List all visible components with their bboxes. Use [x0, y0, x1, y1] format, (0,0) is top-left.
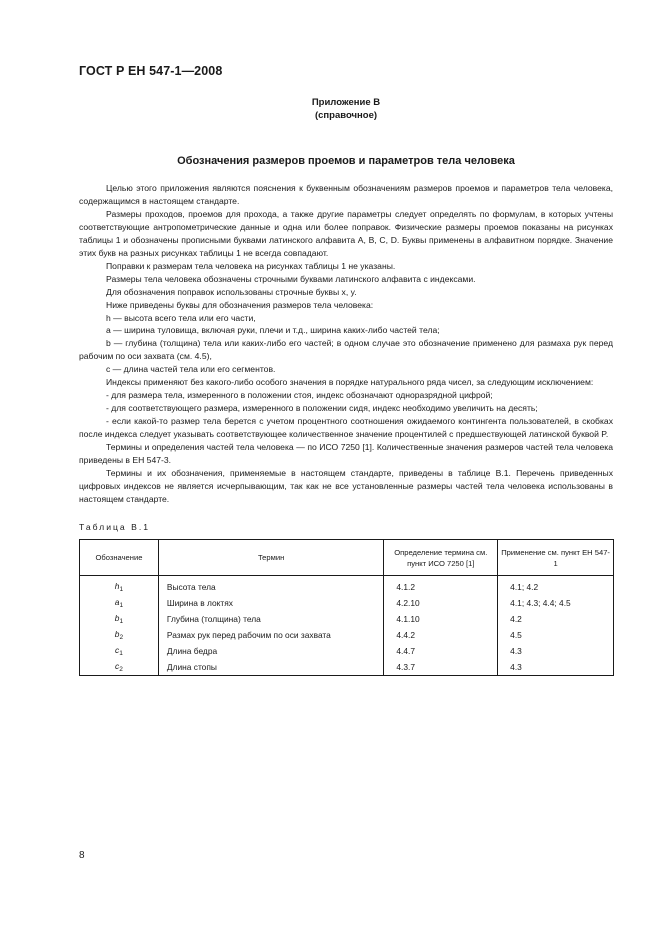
definition-cell: 4.3.7 [384, 659, 498, 676]
symbol-cell [80, 643, 159, 659]
paragraph: Ниже приведены буквы для обозначения размеров тела человека: [106, 299, 374, 310]
symbol-cell [80, 611, 159, 627]
term-cell: Длина стопы [158, 659, 383, 676]
annex-kind: (справочное) [314, 110, 378, 121]
table-row [80, 595, 614, 611]
paragraph: Размеры тела человека обозначены строчными буквами латинского алфавита с индексами. [106, 273, 476, 284]
paragraph: Для обозначения поправок использованы строчные буквы x, y. [106, 286, 357, 297]
paragraph: a — ширина туловища, включая руки, плечи и т.д., ширина каких-либо частей тела; [106, 325, 440, 336]
symbol-letter: b [114, 629, 120, 639]
symbol-index: 1 [119, 602, 124, 609]
application-cell: 4.1; 4.3; 4.4; 4.5 [498, 595, 614, 611]
table-row [80, 611, 614, 627]
term-cell: Размах рук перед рабочим по оси захвата [158, 627, 383, 643]
symbol-cell [80, 595, 159, 611]
symbol-letter: c [115, 661, 120, 671]
term-cell: Высота тела [158, 576, 383, 596]
term-cell: Ширина в локтях [158, 595, 383, 611]
table-row [80, 643, 614, 659]
annex-label: Приложение В [311, 97, 381, 108]
definition-cell: 4.1.10 [384, 611, 498, 627]
application-cell: 4.2 [498, 611, 614, 627]
table-caption: Таблица В.1 [79, 522, 150, 532]
symbol-index: 1 [119, 586, 124, 593]
symbol-letter: c [115, 645, 120, 655]
paragraph: Термины и определения частей тела человека — по ИСО 7250 [1]. Количественные значения размеров частей тела человека приведены в ЕН 547-3. [79, 442, 613, 466]
paragraph: - для соответствующего размера, измеренного в положении сидя, индекс необходимо увеличить на десять; [106, 403, 538, 414]
definition-cell: 4.1.2 [384, 576, 498, 596]
paragraph: - для размера тела, измеренного в положении стоя, индекс обозначают одноразрядной цифрой; [106, 390, 493, 401]
symbol-cell [80, 627, 159, 643]
paragraph: Целью этого приложения являются пояснения к буквенным обозначениям размеров проемов и параметров тела человека, содержащимся в настоящем стандарте. [79, 183, 613, 206]
column-header: Применение см. пункт ЕН 547-1 [498, 540, 614, 576]
symbol-letter: b [114, 613, 120, 623]
annex-heading [79, 96, 613, 122]
table-row [80, 576, 614, 596]
column-header: Определение термина см. пункт ИСО 7250 [1] [384, 540, 498, 576]
symbol-index: 1 [119, 650, 123, 657]
paragraph: Размеры проходов, проемов для прохода, а также другие параметры следует определять по формулам, в которых учтены соответствующие антропометрические данные и одна или более поправок. Физические размеры проемов показаны на рисунках таблицы 1 и обозначены прописными буквами латинского алфавита A, B, C, D. Буквы применены в алфавитном порядке. Значение этих букв на разных рисунках таблицы 1 не всегда совпадают. [79, 208, 613, 258]
definition-cell: 4.2.10 [384, 595, 498, 611]
paragraph: Индексы применяют без какого-либо особого значения в порядке натурального ряда чисел, за следующим исключением: [106, 377, 594, 388]
paragraph: - если какой-то размер тела берется с учетом процентного соотношения ожидаемого контингента пользователей, в скобках после индекса следует указывать соответствующее количественное значение процентилей с предшествующей латинской буквой P. [79, 416, 613, 440]
body-text [79, 182, 613, 506]
column-header: Обозначение [80, 540, 159, 576]
paragraph: Термины и их обозначения, применяемые в настоящем стандарте, приведены в таблице В.1. Перечень приведенных цифровых индексов не является исчерпывающим, так как не все установленные размеры частей тела человека использованы в настоящем стандарте. [79, 467, 613, 504]
document-code: ГОСТ Р ЕН 547-1—2008 [79, 64, 223, 78]
paragraph: c — длина частей тела или его сегментов. [106, 364, 276, 375]
section-title: Обозначения размеров проемов и параметров тела человека [177, 155, 515, 167]
application-cell: 4.1; 4.2 [498, 576, 614, 596]
symbol-letter: h [114, 581, 120, 591]
term-cell: Глубина (толщина) тела [158, 611, 383, 627]
paragraph: h — высота всего тела или его части, [106, 312, 256, 323]
symbol-index: 2 [119, 666, 123, 673]
paragraph: b — глубина (толщина) тела или каких-либо его частей; в одном случае это обозначение применено для размаха рук перед рабочим по оси захвата (см. 4.5), [79, 338, 613, 362]
table-header-row [80, 540, 614, 576]
designations-table [79, 539, 614, 676]
symbol-letter: a [114, 597, 120, 607]
paragraph: Поправки к размерам тела человека на рисунках таблицы 1 не указаны. [106, 260, 396, 271]
page-number: 8 [79, 850, 85, 861]
symbol-index: 1 [119, 618, 124, 625]
application-cell: 4.5 [498, 627, 614, 643]
symbol-cell [80, 659, 159, 676]
table-row [80, 627, 614, 643]
application-cell: 4.3 [498, 659, 614, 676]
column-header: Термин [158, 540, 383, 576]
application-cell: 4.3 [498, 643, 614, 659]
definition-cell: 4.4.2 [384, 627, 498, 643]
symbol-cell [80, 576, 159, 596]
table-row [80, 659, 614, 676]
term-cell: Длина бедра [158, 643, 383, 659]
definition-cell: 4.4.7 [384, 643, 498, 659]
symbol-index: 2 [119, 634, 124, 641]
